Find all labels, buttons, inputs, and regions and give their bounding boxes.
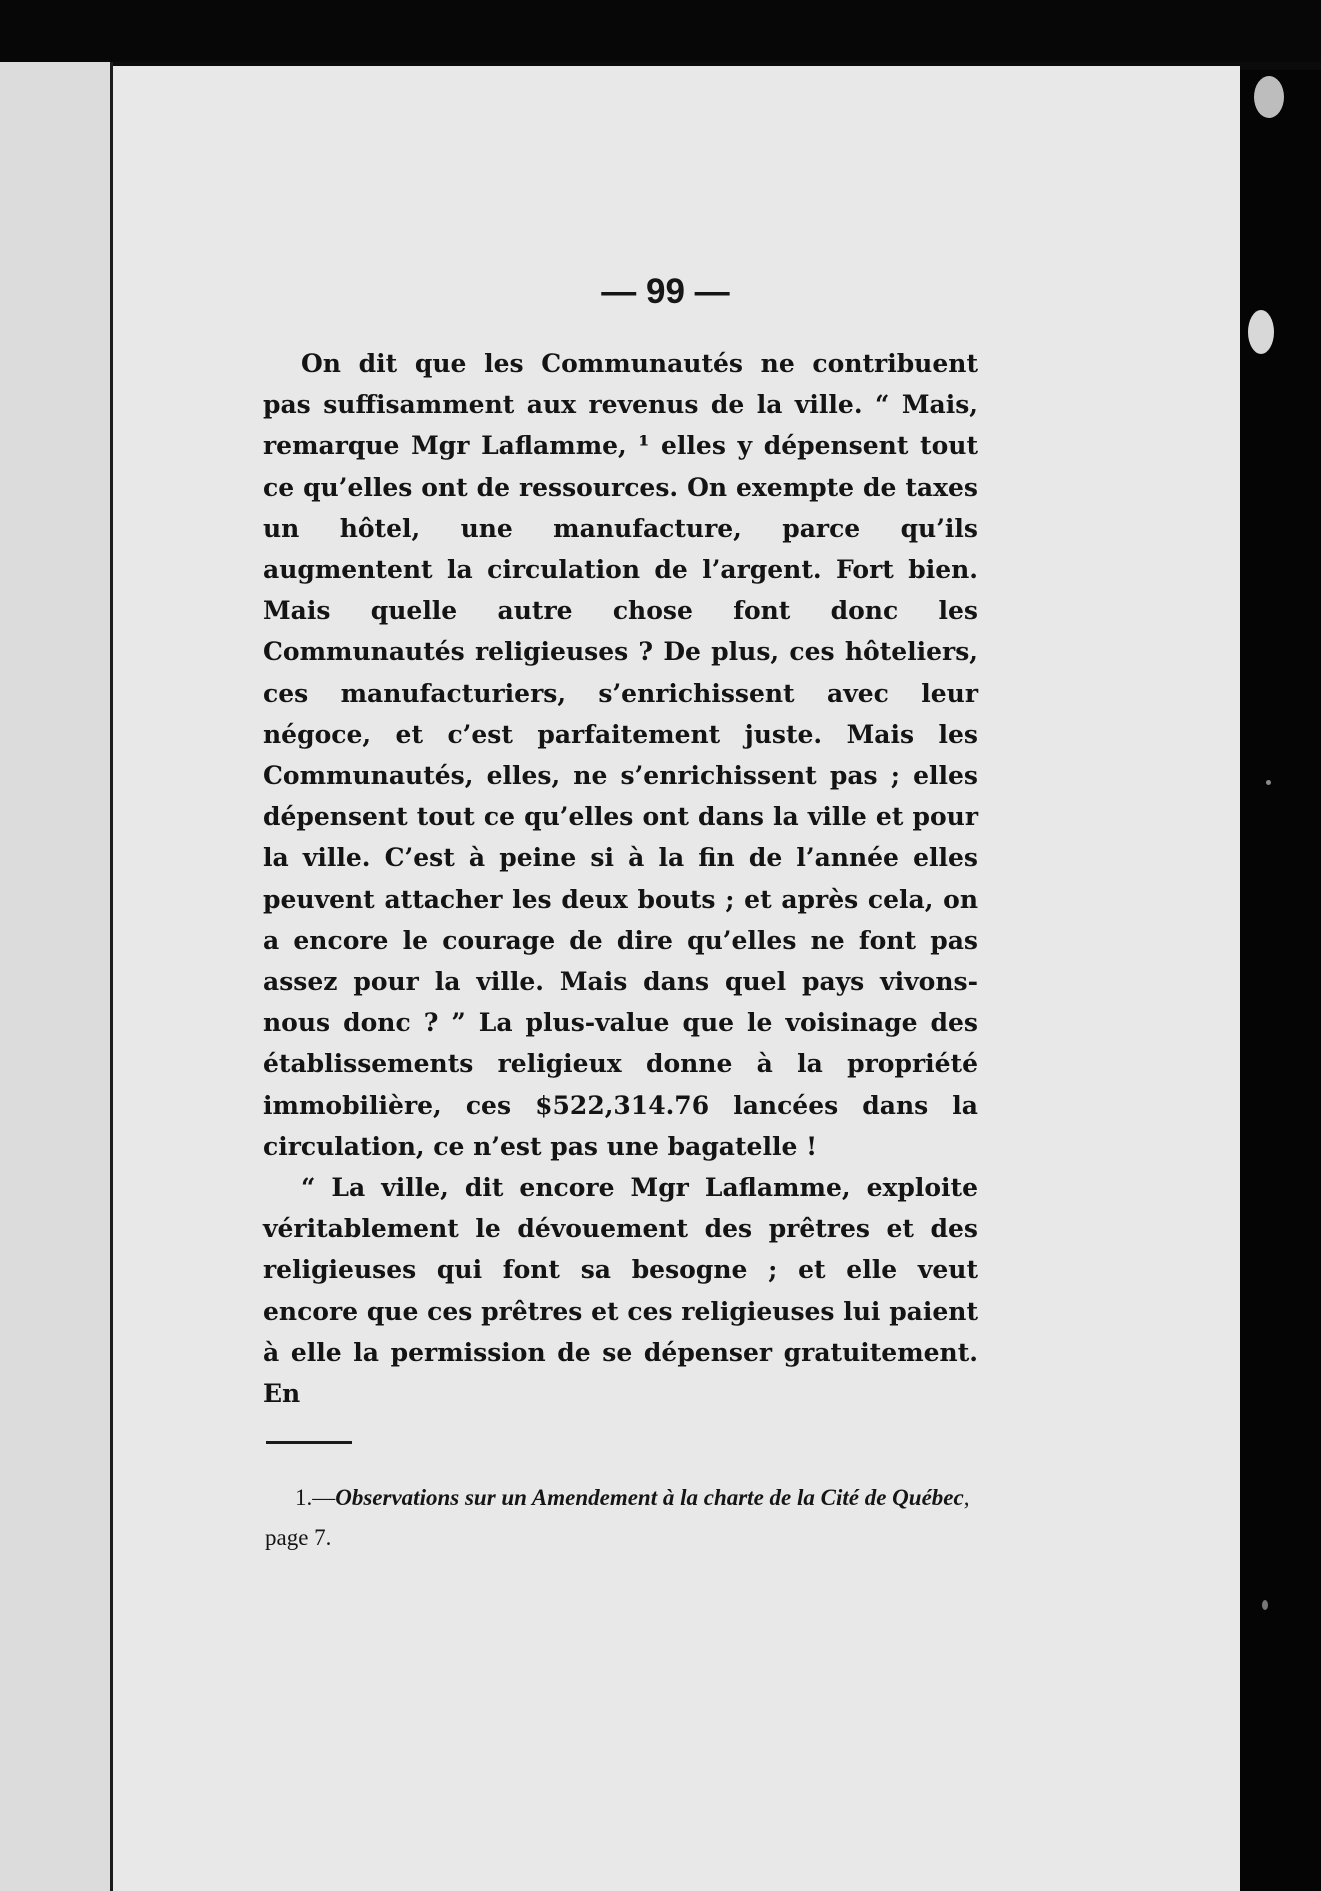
facing-page-edge — [0, 62, 110, 1891]
page-number: — 99 — — [601, 272, 730, 311]
footnote-title: Observations sur un Amendement à la charte de la Cité de Québec — [335, 1485, 964, 1510]
footnote — [265, 1478, 977, 1558]
body-text — [263, 343, 978, 1414]
scan-speck — [1254, 76, 1284, 118]
footnote-marker: 1.— — [295, 1485, 336, 1510]
paragraph: “ La ville, dit encore Mgr Laflamme, exploite véritablement le dévouement des prêtres et des religieuses qui font sa besogne ; et elle veut encore que ces prêtres et ces religieuses lui paient à elle la permission de se dépenser gratuitement. En — [263, 1173, 978, 1409]
scan-speck — [1266, 780, 1271, 785]
footnote-page-ref: , page 7. — [265, 1485, 970, 1550]
footnote-rule — [266, 1441, 352, 1444]
paragraph: On dit que les Communautés ne contribuent pas suffisamment aux revenus de la ville. “ Mais, remarque Mgr Laflamme, ¹ elles y dépensent tout ce qu’elles ont de ressources. On exempte de taxes un hôtel, une manufacture, parce qu’ils augmentent la circulation de l’argent. Fort bien. Mais quelle autre chose font donc les Communautés religieuses ? De plus, ces hôteliers, ces manufacturiers, s’enrichissent avec leur négoce, et c’est parfaitement juste. Mais les Communautés, elles, ne s’enrichissent pas ; elles dépensent tout ce qu’elles ont dans la ville et pour la ville. C’est à peine si à la fin de l’année elles peuvent attacher les deux bouts ; et après cela, on a encore le courage de dire qu’elles ne font pas assez pour la ville. Mais dans quel pays vivons-nous donc ? ” La plus-value que le voisinage des établissements religieux donne à la propriété immobilière, ces $522,314.76 lancées dans la circulation, ce n’est pas une bagatelle ! — [263, 349, 978, 1161]
scan-speck — [1248, 310, 1274, 354]
scan-speck — [1262, 1600, 1268, 1610]
scan-right-border — [1240, 70, 1321, 1891]
scan-top-border — [0, 0, 1321, 62]
